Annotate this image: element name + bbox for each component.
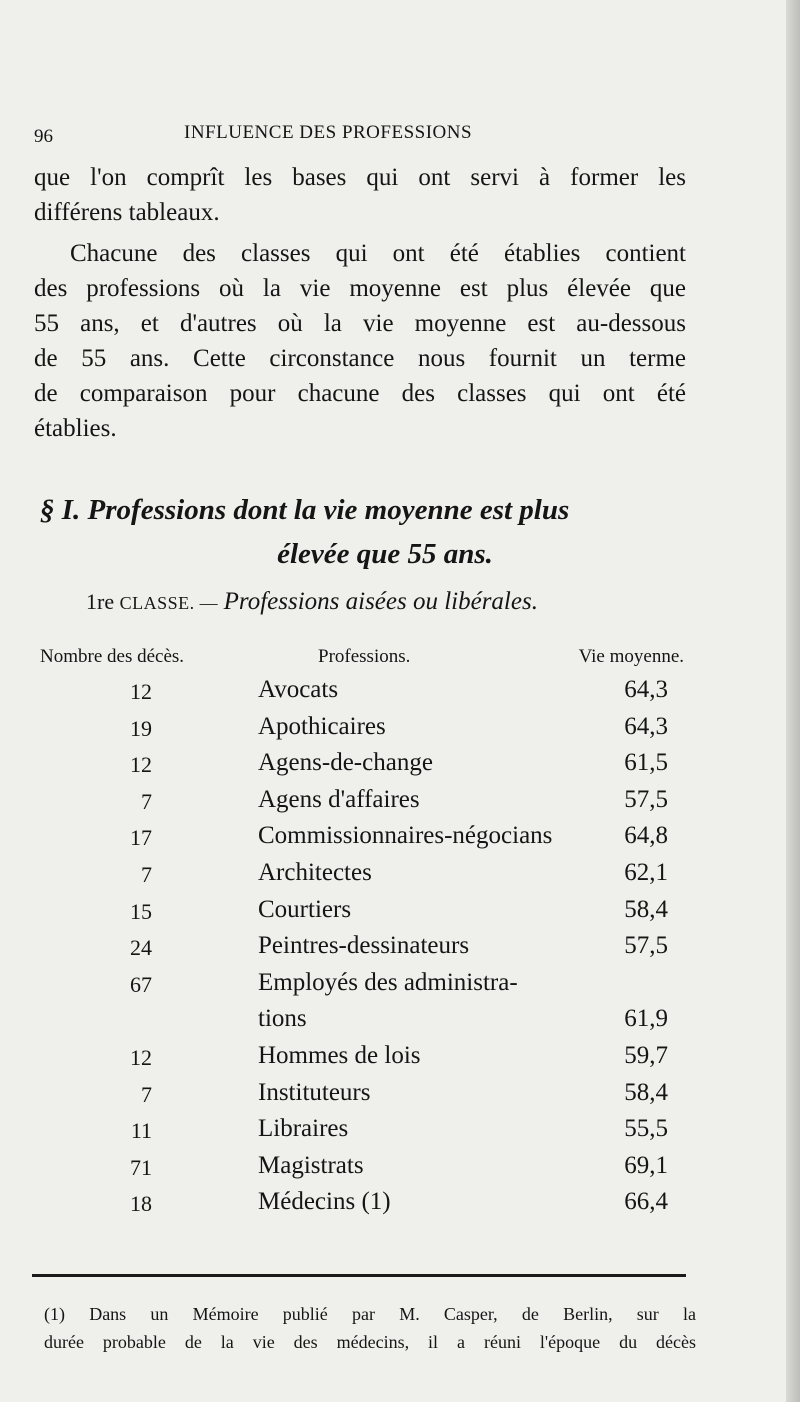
- table-row: [0, 855, 790, 892]
- table-row: [0, 1075, 790, 1112]
- table-row: [0, 672, 790, 709]
- text-line: de comparaison pour chacune des classes qui ont été: [34, 380, 686, 407]
- table-row: [0, 1184, 790, 1221]
- profession-name: tions: [258, 1005, 307, 1033]
- column-header-average: Vie moyenne.: [578, 646, 684, 667]
- table-row: [0, 892, 790, 929]
- average-life: 69,1: [624, 1151, 668, 1179]
- death-count: 19: [130, 715, 152, 741]
- profession-name: Hommes de lois: [258, 1041, 421, 1069]
- average-life: 66,4: [624, 1188, 668, 1216]
- table-row: [0, 1001, 790, 1038]
- death-count: 71: [130, 1154, 152, 1180]
- profession-name: Magistrats: [258, 1151, 364, 1179]
- column-header-deaths: Nombre des décès.: [40, 646, 185, 667]
- table-row: [0, 709, 790, 746]
- page-number: 96: [34, 126, 53, 147]
- average-life: 57,5: [624, 785, 668, 813]
- table-header: [0, 646, 790, 672]
- average-life: 59,7: [624, 1041, 668, 1069]
- footnote: [44, 1300, 696, 1356]
- death-count: 7: [141, 788, 152, 814]
- paragraph-classes: [34, 236, 686, 446]
- table-row: [0, 745, 790, 782]
- section-title-line-2: élevée que 55 ans.: [277, 538, 493, 570]
- death-count: 11: [130, 1118, 152, 1144]
- footnote-line: (1) Dans un Mémoire publié par M. Casper, de Berlin, sur la: [44, 1304, 696, 1324]
- average-life: 57,5: [624, 932, 668, 960]
- profession-name: Courtiers: [258, 895, 352, 923]
- footnote-line: durée probable de la vie des médecins, il a réuni l'époque du décès: [44, 1332, 696, 1352]
- death-count: 12: [130, 752, 152, 778]
- average-life: 64,3: [624, 712, 668, 740]
- average-life: 61,5: [624, 749, 668, 777]
- death-count: 15: [130, 898, 152, 924]
- death-count: 24: [130, 935, 152, 961]
- death-count: 17: [130, 825, 152, 851]
- average-life: 64,3: [624, 676, 668, 703]
- death-count: 7: [141, 861, 152, 887]
- average-life: 58,4: [624, 1078, 668, 1106]
- profession-name: Architectes: [258, 858, 372, 886]
- text-line: des professions où la vie moyenne est plus élevée que: [34, 275, 686, 302]
- text-line: 55 ans, et d'autres où la vie moyenne est au-dessous: [34, 310, 686, 337]
- table-row: [0, 1148, 790, 1185]
- death-count: 67: [130, 971, 152, 997]
- average-life: 58,4: [624, 895, 668, 923]
- professions-table: [0, 672, 790, 1221]
- text-line: de 55 ans. Cette circonstance nous fournit un terme: [34, 345, 686, 372]
- text-line: établies.: [34, 415, 117, 442]
- average-life: 61,9: [624, 1005, 668, 1033]
- profession-name: Employés des administra-: [258, 968, 518, 996]
- table-row: [0, 928, 790, 965]
- text-line: Chacune des classes qui ont été établies contient: [70, 240, 686, 267]
- profession-name: Instituteurs: [258, 1078, 371, 1106]
- class-title: Professions aisées ou libérales.: [223, 588, 538, 615]
- running-title: INFLUENCE DES PROFESSIONS: [184, 122, 473, 143]
- death-count: 18: [130, 1191, 152, 1217]
- profession-name: Avocats: [258, 676, 339, 703]
- class-heading: [86, 588, 538, 616]
- profession-name: Commissionnaires-négocians: [258, 822, 553, 850]
- text-line: que l'on comprît les bases qui ont servi à former les: [34, 164, 686, 191]
- profession-name: Apothicaires: [258, 712, 386, 740]
- profession-name: Peintres-dessinateurs: [258, 932, 470, 960]
- text-line: différens tableaux.: [34, 199, 220, 226]
- class-number: 1re: [86, 589, 115, 614]
- table-row: [0, 1111, 790, 1148]
- average-life: 64,8: [624, 822, 668, 850]
- table-row: [0, 965, 790, 1002]
- average-life: 55,5: [624, 1115, 668, 1143]
- table-row: [0, 818, 790, 855]
- section-title-line-1: § I. Professions dont la vie moyenne est plus: [40, 494, 570, 526]
- profession-name: Agens-de-change: [258, 749, 433, 777]
- table-row: [0, 782, 790, 819]
- footnote-rule: [32, 1274, 686, 1277]
- average-life: 62,1: [624, 858, 668, 886]
- profession-name: Agens d'affaires: [258, 785, 420, 813]
- page-header: [34, 122, 694, 152]
- column-header-profession: Professions.: [318, 646, 411, 667]
- death-count: 12: [130, 1044, 152, 1070]
- class-label: CLASSE. —: [119, 593, 219, 613]
- death-count: 12: [130, 679, 152, 704]
- page-edge: [786, 0, 800, 1402]
- death-count: 7: [141, 1081, 152, 1107]
- profession-name: Médecins (1): [258, 1188, 391, 1216]
- table-row: [0, 1038, 790, 1075]
- section-title: [40, 488, 680, 576]
- paragraph-continuation: [34, 160, 686, 230]
- profession-name: Libraires: [258, 1115, 349, 1143]
